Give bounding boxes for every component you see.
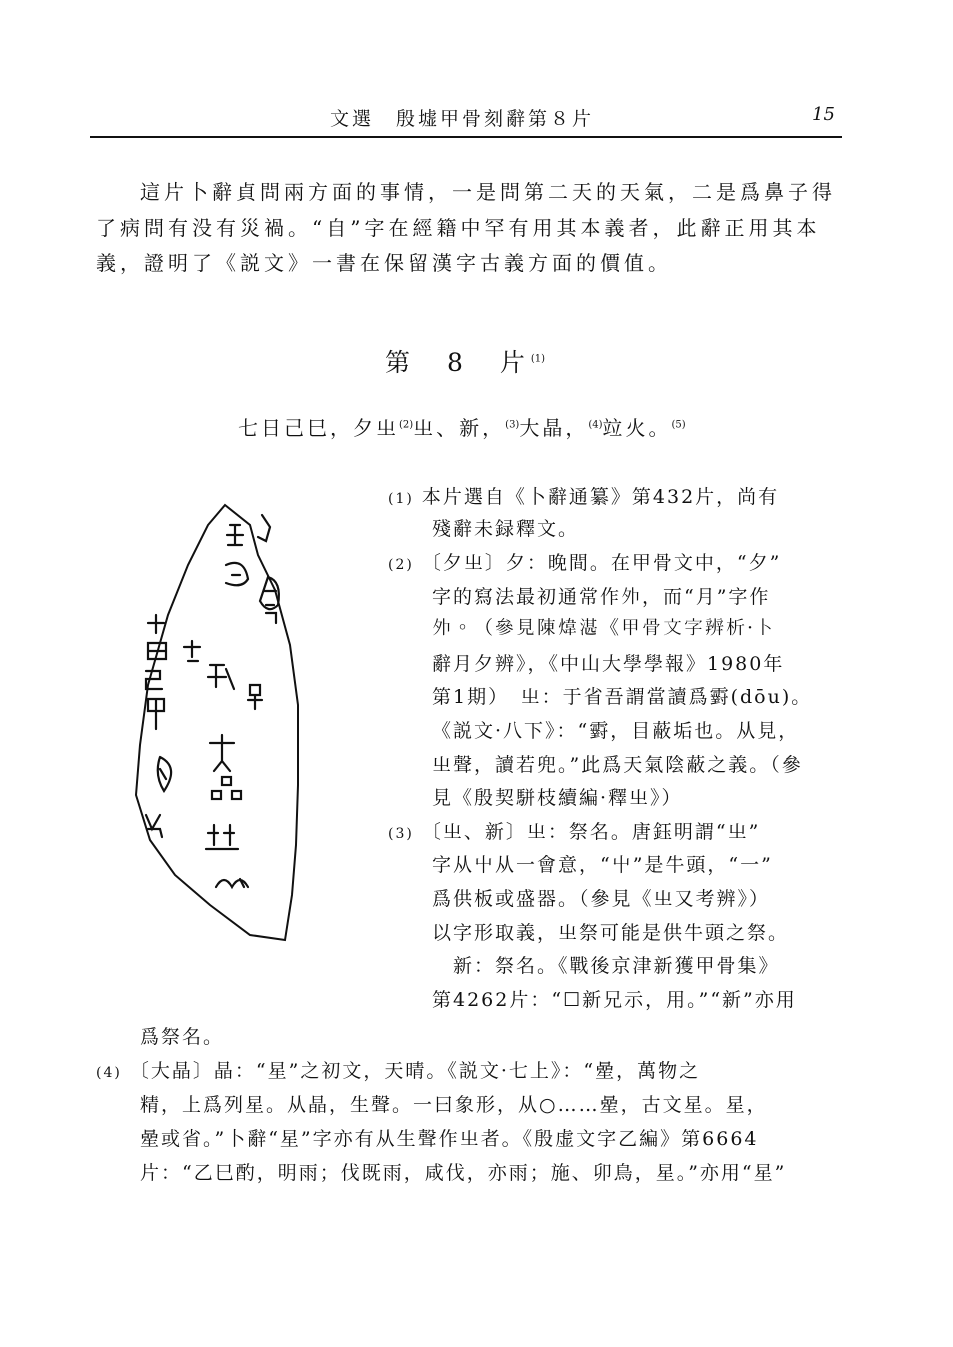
note-2-line-4: 辭月夕辨》，《中山大學學報》1980年 — [432, 653, 785, 675]
note-1-line-1 — [388, 482, 779, 509]
glyph-xi — [226, 563, 248, 585]
glyph-jia — [148, 699, 164, 729]
note-2-line-7: 㞢聲，讀若兜。”此爲天氣陰蔽之義。（參 — [432, 754, 803, 776]
note-3-line-4: 以字形取義，㞢祭可能是供牛頭之祭。 — [432, 922, 790, 944]
inscription-part-1: 七日己巳，夕 — [238, 416, 376, 440]
note-1-line-2: 殘辭未録釋文。 — [432, 518, 580, 540]
note-3-mark: (3) — [388, 826, 414, 842]
note-1-mark: (1) — [388, 491, 414, 507]
inscription-word-2: 㞢 — [376, 416, 399, 440]
note-4-text: 〔大晶〕晶：“星”之初文，天晴。《説文·七上》：“曐，萬物之 — [129, 1060, 701, 1082]
note-ref-3[interactable]: (3) — [505, 419, 520, 431]
note-1-text: 本片選自《卜辭通纂》第432片，尚有 — [421, 486, 780, 508]
note-3-text: 〔㞢、新〕㞢：祭名。唐鈺明謂“㞢” — [421, 821, 761, 843]
glyph-bing — [206, 825, 238, 849]
note-2-line-6: 《説文·八下》：“䨴，目蔽垢也。从見， — [432, 720, 800, 742]
note-3-line-1 — [388, 817, 760, 844]
intro-line-2: 了病問有没有災禍。“自”字在經籍中罕有用其本義者，此辭正用其本 — [96, 216, 821, 240]
inscribed-characters — [146, 515, 279, 887]
note-2-mark: (2) — [388, 557, 414, 573]
running-title: 文選 殷墟甲骨刻辭第８片 — [330, 108, 595, 130]
note-ref-4[interactable]: (4) — [588, 419, 603, 431]
inscription-text — [238, 412, 686, 441]
glyph-da — [210, 735, 234, 771]
note-4-line-3: 曐或省。”卜辭“星”字亦有从生聲作㞢者。《殷虚文字乙編》第6664 — [140, 1128, 759, 1150]
note-ref-5[interactable]: (5) — [671, 419, 686, 431]
glyph-lu — [248, 685, 262, 709]
glyph-zhi — [184, 641, 200, 661]
note-4-mark: (4) — [96, 1065, 122, 1081]
glyph-xin-new — [208, 665, 234, 689]
note-3-line-6: 第4262片：“☐新兄示，用。”“新”亦用 — [432, 989, 797, 1011]
note-4-line-2: 精，上爲列星。从晶，生聲。一曰象形，从○……曐，古文星。星， — [140, 1094, 768, 1116]
section-title: 第 8 片 — [385, 348, 531, 377]
note-2-text: 〔夕㞢〕夕：晚間。在甲骨文中，“夕” — [421, 552, 782, 574]
note-ref-2[interactable]: (2) — [399, 419, 414, 431]
note-2-line-1 — [388, 548, 781, 575]
note-2-line-8: 見《殷契駢枝續編·釋㞢》） — [432, 787, 683, 809]
note-4-line-4: 片：“乙巳酌，明雨；伐既雨，咸伐，亦雨；施、卯鳥，星。”亦用“星” — [140, 1162, 787, 1184]
note-3-continuation: 爲祭名。 — [140, 1026, 225, 1048]
glyph-huo — [216, 879, 248, 887]
inscription-part-3: 大晶， — [519, 416, 589, 440]
note-3-line-5: 新：祭名。《戰後京津新獲甲骨集》 — [432, 955, 780, 977]
glyph-xin — [227, 525, 243, 545]
oracle-bone-fragment-drawing — [130, 495, 310, 945]
intro-line-1: 這片卜辭貞問兩方面的事情，一是問第二天的天氣，二是爲鼻子得 — [140, 180, 836, 204]
note-3-line-2: 字从屮从一會意，“屮”是牛頭，“一” — [432, 854, 773, 876]
intro-line-3: 義，證明了《説文》一書在保留漢字古義方面的價值。 — [96, 251, 672, 275]
note-2-line-3: 𡖄。（參見陳煒湛《甲骨文字辨析·卜 — [432, 617, 777, 639]
note-2-line-5: 第1期） 㞢：于省吾謂當讀爲䨴(dōu)。 — [432, 686, 813, 708]
header-rule — [90, 136, 842, 138]
page-number: 15 — [812, 104, 835, 125]
glyph-qi — [148, 615, 164, 633]
section-heading — [385, 343, 545, 379]
inscription-part-4: 竝火。 — [602, 416, 672, 440]
glyph-moon — [158, 757, 171, 791]
note-ref-1[interactable]: (1) — [530, 353, 546, 365]
note-2-line-2: 字的寫法最初通常作𡖄，而“月”字作 — [432, 586, 771, 608]
inscription-part-2: 㞢、新， — [413, 416, 506, 440]
fragment-outline — [136, 505, 298, 940]
note-4-line-1 — [96, 1056, 700, 1083]
note-3-line-3: 爲供板或盛器。（參見《㞢又考辨》） — [432, 888, 771, 910]
glyph-si — [258, 515, 270, 541]
